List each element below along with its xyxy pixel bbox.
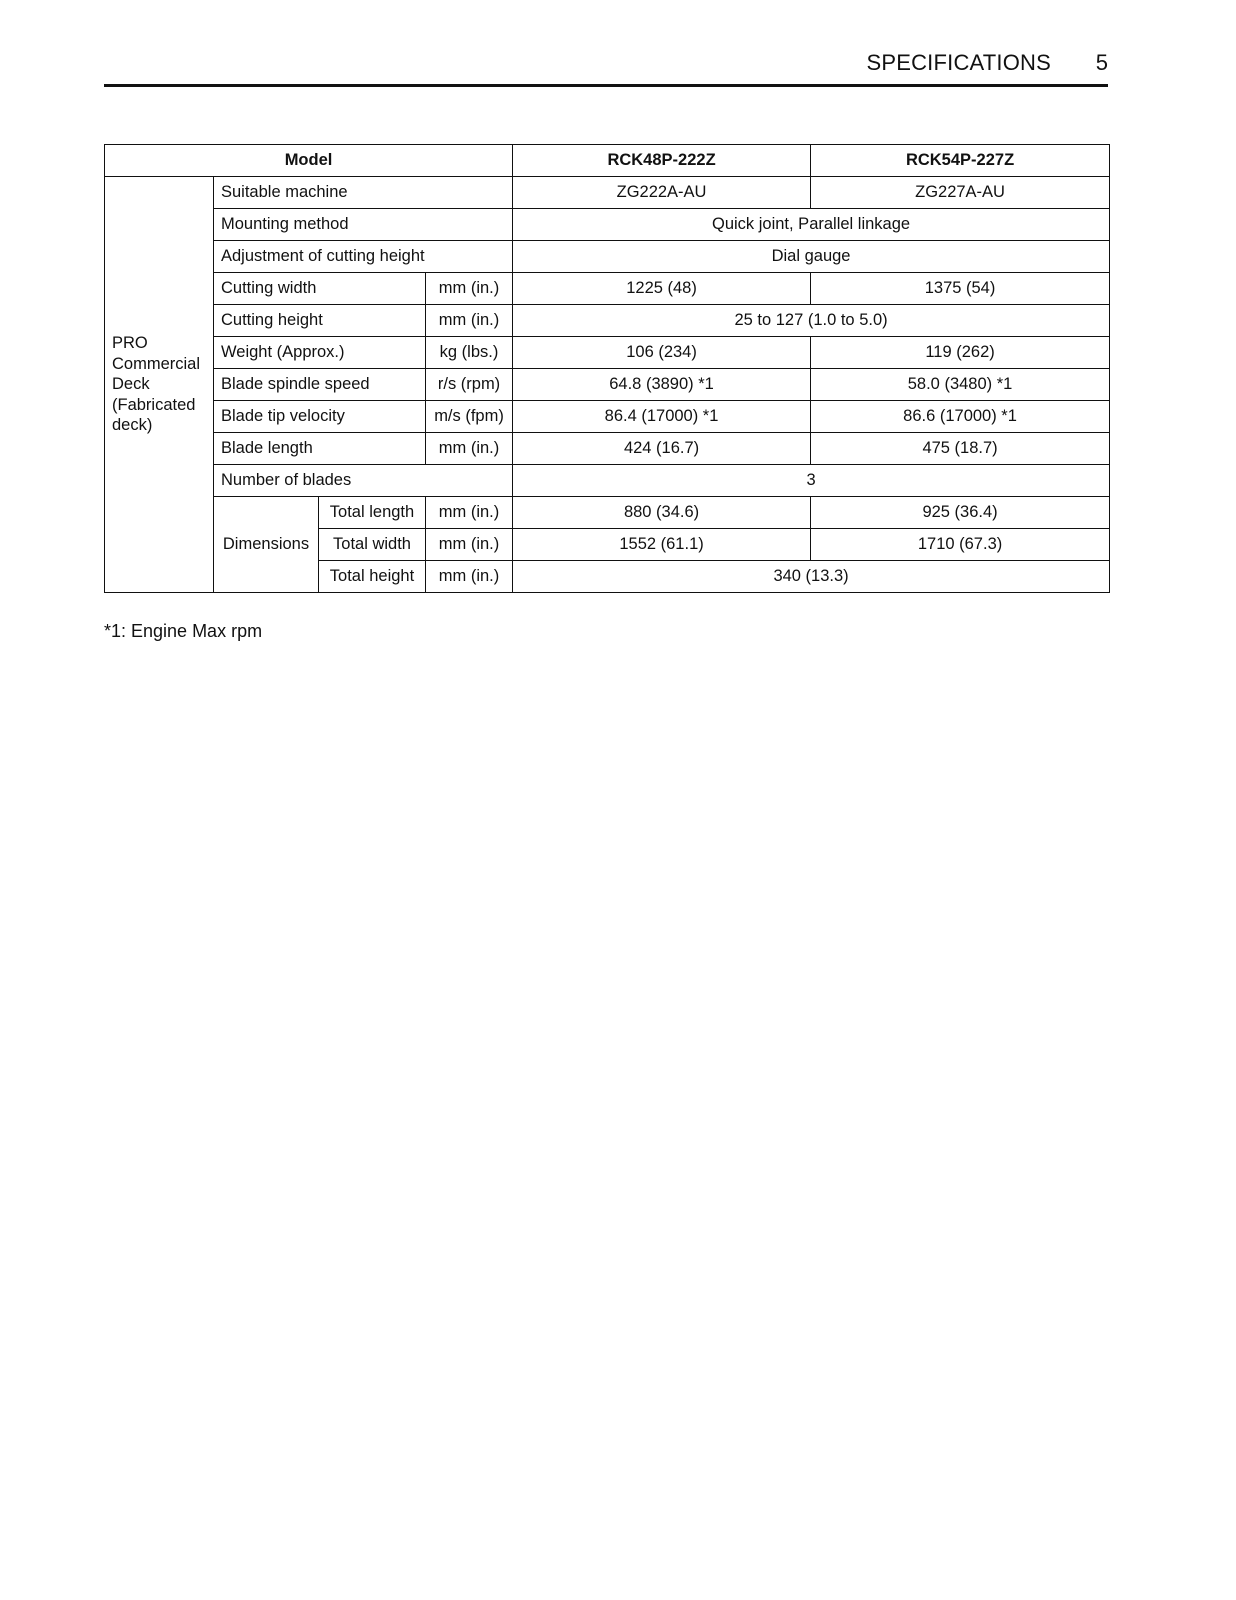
dimensions-label: Dimensions — [214, 497, 319, 593]
row-unit: mm (in.) — [426, 273, 513, 305]
row-label: Blade length — [214, 433, 426, 465]
page-number: 5 — [1095, 50, 1108, 75]
row-label: Total length — [319, 497, 426, 529]
table-row — [105, 337, 1110, 369]
table-row — [105, 273, 1110, 305]
cell-value: 86.6 (17000) *1 — [811, 401, 1110, 433]
table-row — [105, 177, 1110, 209]
row-unit: m/s (fpm) — [426, 401, 513, 433]
row-label: Cutting width — [214, 273, 426, 305]
table-row — [105, 401, 1110, 433]
row-label: Suitable machine — [214, 177, 513, 209]
cell-value: 64.8 (3890) *1 — [513, 369, 811, 401]
cell-value: 1375 (54) — [811, 273, 1110, 305]
table-row — [105, 305, 1110, 337]
row-label: Mounting method — [214, 209, 513, 241]
table-row — [105, 209, 1110, 241]
row-label: Weight (Approx.) — [214, 337, 426, 369]
row-label: Adjustment of cutting height — [214, 241, 513, 273]
row-label: Total height — [319, 561, 426, 593]
table-row — [105, 241, 1110, 273]
row-label: Total width — [319, 529, 426, 561]
cell-value: 424 (16.7) — [513, 433, 811, 465]
table-header-row — [105, 145, 1110, 177]
cell-value: 119 (262) — [811, 337, 1110, 369]
cell-value: Quick joint, Parallel linkage — [513, 209, 1110, 241]
row-unit: kg (lbs.) — [426, 337, 513, 369]
cell-value: 340 (13.3) — [513, 561, 1110, 593]
cell-value: 475 (18.7) — [811, 433, 1110, 465]
row-unit: mm (in.) — [426, 561, 513, 593]
row-label: Cutting height — [214, 305, 426, 337]
model-2-header: RCK54P-227Z — [811, 145, 1110, 177]
cell-value: Dial gauge — [513, 241, 1110, 273]
table-row — [105, 465, 1110, 497]
row-label: Blade tip velocity — [214, 401, 426, 433]
table-row — [105, 497, 1110, 529]
cell-value: 1225 (48) — [513, 273, 811, 305]
model-header: Model — [105, 145, 513, 177]
cell-value: 3 — [513, 465, 1110, 497]
table-row — [105, 433, 1110, 465]
cell-value: 86.4 (17000) *1 — [513, 401, 811, 433]
row-unit: r/s (rpm) — [426, 369, 513, 401]
cell-value: 1710 (67.3) — [811, 529, 1110, 561]
section-title: SPECIFICATIONS — [866, 50, 1051, 75]
cell-value: 925 (36.4) — [811, 497, 1110, 529]
row-label: Number of blades — [214, 465, 513, 497]
cell-value: 1552 (61.1) — [513, 529, 811, 561]
deck-group-label: PRO Commercial Deck (Fabricated deck) — [105, 177, 214, 593]
cell-value: ZG227A-AU — [811, 177, 1110, 209]
row-label: Blade spindle speed — [214, 369, 426, 401]
row-unit: mm (in.) — [426, 529, 513, 561]
page-header — [104, 48, 1108, 87]
row-unit: mm (in.) — [426, 305, 513, 337]
row-unit: mm (in.) — [426, 433, 513, 465]
footnote: *1: Engine Max rpm — [104, 621, 263, 641]
cell-value: 58.0 (3480) *1 — [811, 369, 1110, 401]
specifications-table — [104, 144, 1110, 593]
row-unit: mm (in.) — [426, 497, 513, 529]
cell-value: 25 to 127 (1.0 to 5.0) — [513, 305, 1110, 337]
table-row — [105, 369, 1110, 401]
cell-value: ZG222A-AU — [513, 177, 811, 209]
model-1-header: RCK48P-222Z — [513, 145, 811, 177]
cell-value: 880 (34.6) — [513, 497, 811, 529]
cell-value: 106 (234) — [513, 337, 811, 369]
